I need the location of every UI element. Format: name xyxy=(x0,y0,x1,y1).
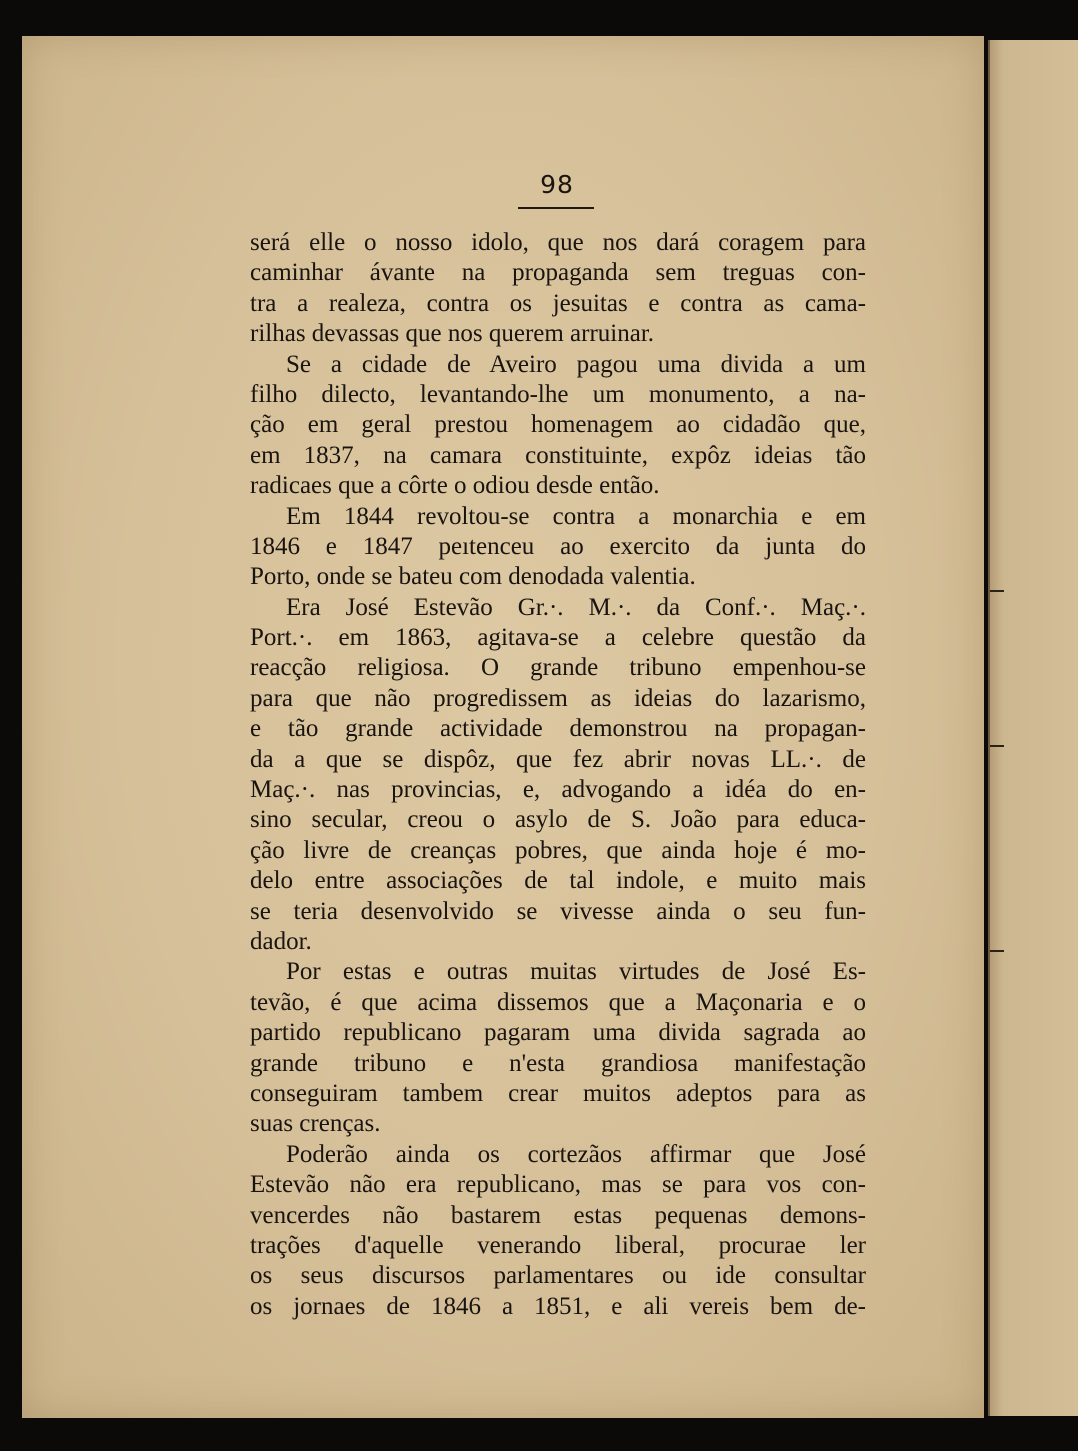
page-number-rule xyxy=(518,207,594,209)
text-line: os jornaes de 1846 a 1851, e ali vereis bem de- xyxy=(250,1292,866,1320)
text-line: se teria desenvolvido se vivesse ainda o seu fun- xyxy=(250,897,866,925)
text-line: Em 1844 revoltou-se contra a monarchia e em xyxy=(286,502,866,530)
text-line: 1846 e 1847 peıtenceu ao exercito da junta do xyxy=(250,532,866,560)
text-line: ção em geral prestou homenagem ao cidadão que, xyxy=(250,411,866,439)
text-line: para que não progredissem as ideias do lazarismo, xyxy=(250,684,866,712)
text-line: radicaes que a côrte o odiou desde então. xyxy=(250,472,660,500)
adjacent-page-edge xyxy=(988,40,1078,1416)
text-line: Maç.·. nas provincias, e, advogando a idéa do en- xyxy=(250,776,866,804)
text-line: Por estas e outras muitas virtudes de José Es- xyxy=(286,958,866,986)
text-line: da a que se dispôz, que fez abrir novas LL.·. de xyxy=(250,745,866,773)
text-line: Estevão não era republicano, mas se para vos con- xyxy=(250,1171,866,1199)
text-line: rilhas devassas que nos querem arruinar. xyxy=(250,320,655,348)
edge-mark xyxy=(990,950,1004,952)
text-line: e tão grande actividade demonstrou na propagan- xyxy=(250,715,866,743)
text-line: reacção religiosa. O grande tribuno empenhou-se xyxy=(250,654,866,682)
body-text xyxy=(250,228,866,1322)
text-line: os seus discursos parlamentares ou ide consultar xyxy=(250,1262,866,1290)
text-line: dador. xyxy=(250,927,312,955)
text-line: tra a realeza, contra os jesuitas e contra as cama- xyxy=(250,289,866,317)
text-line: delo entre associações de tal indole, e muito mais xyxy=(250,867,866,895)
text-line: sino secular, creou o asylo de S. João para educa- xyxy=(250,806,866,834)
edge-mark xyxy=(990,590,1004,592)
text-line: caminhar ávante na propaganda sem treguas con- xyxy=(250,259,866,287)
text-line: filho dilecto, levantando-lhe um monumento, a na- xyxy=(250,380,866,408)
text-line: tevão, é que acima dissemos que a Maçonaria e o xyxy=(250,988,866,1016)
page-number: 98 xyxy=(540,170,574,199)
text-line: grande tribuno e n'esta grandiosa manifestação xyxy=(250,1049,866,1077)
text-line: Era José Estevão Gr.·. M.·. da Conf.·. Maç.·. xyxy=(286,593,866,621)
text-line: vencerdes não bastarem estas pequenas demons- xyxy=(250,1201,866,1229)
edge-mark xyxy=(990,745,1004,747)
text-line: Port.·. em 1863, agitava-se a celebre questão da xyxy=(250,624,866,652)
text-line: partido republicano pagaram uma divida sagrada ao xyxy=(250,1019,866,1047)
text-line: suas crenças. xyxy=(250,1110,381,1138)
text-line: conseguiram tambem crear muitos adeptos para as xyxy=(250,1079,866,1107)
text-line: será elle o nosso idolo, que nos dará coragem para xyxy=(250,229,866,256)
text-line: trações d'aquelle venerando liberal, procurae ler xyxy=(250,1231,866,1259)
text-line: ção livre de creanças pobres, que ainda hoje é mo- xyxy=(250,836,866,864)
text-line: Se a cidade de Aveiro pagou uma divida a um xyxy=(286,350,866,378)
text-line: em 1837, na camara constituinte, expôz ideias tão xyxy=(250,441,866,469)
text-line: Porto, onde se bateu com denodada valentia. xyxy=(250,563,696,591)
text-line: Poderão ainda os cortezãos affirmar que José xyxy=(286,1140,866,1168)
